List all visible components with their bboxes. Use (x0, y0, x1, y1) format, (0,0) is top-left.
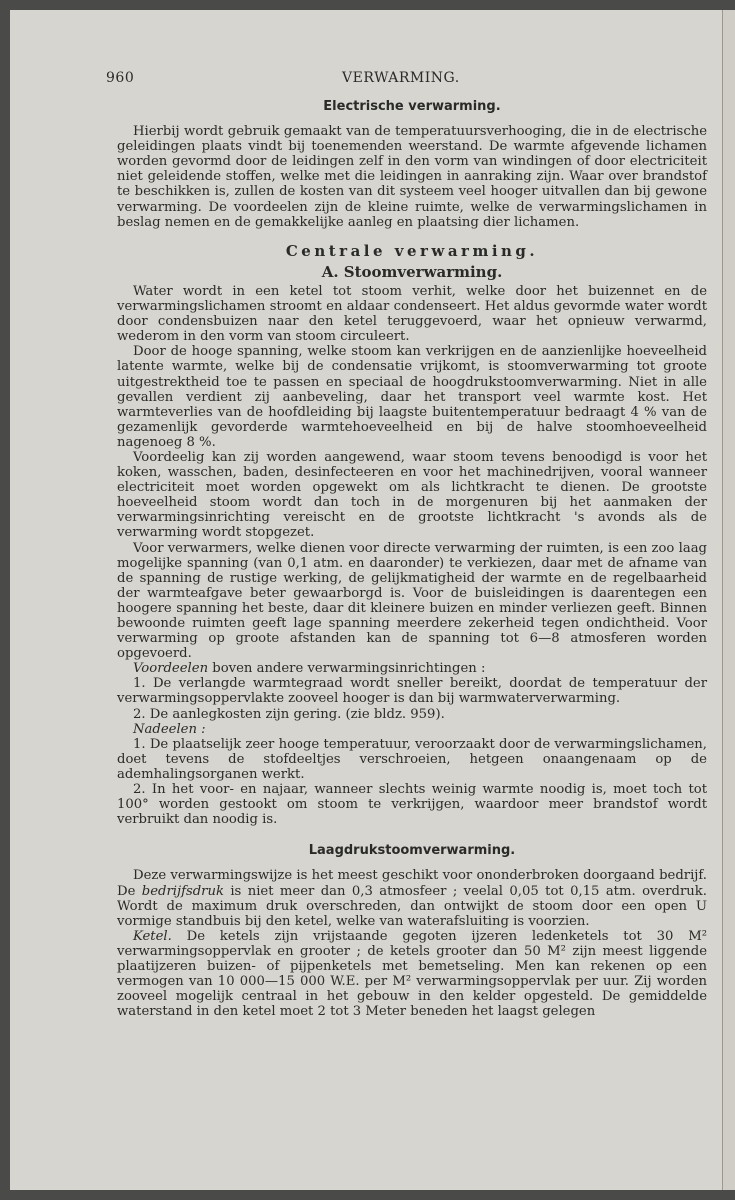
list-item: 1. De plaatselijk zeer hooge temperatuur, veroorzaakt door de verwarmingslichamen, doet tevens de stofdeeltjes verschroeien, hetgeen onaangenaam op de ademhalingsorganen werkt. (117, 736, 707, 782)
voordeelen-rest: boven andere verwarmingsinrichtingen : (208, 661, 486, 677)
paragraph (117, 868, 707, 928)
section-title-electrische: Electrische verwarming. (323, 99, 501, 114)
section-title-centrale: Centrale verwarming. (285, 241, 539, 260)
section-title-lagedruk: Laagdrukstoomverwarming. (308, 843, 516, 859)
section-title-stoom: A. Stoomverwarming. (321, 262, 503, 281)
page-header (106, 70, 706, 90)
paragraph: Water wordt in een ketel tot stoom verhit, welke door het buizennet en de verwarmingslichamen stroomt en aldaar condenseert. Het aldus gevormde water wordt door condensbuizen naar den ketel teruggevoerd, waar het opnieuw verwarmd, wederom in den vorm van stoom circuleert. (117, 283, 707, 345)
text-run: is niet meer dan 0,3 atmosfeer ; veelal 0,05 tot 0,15 atm. overdruk. Wordt de maximum druk overschreden, dan ontwijkt de stoom door een open U vormige standbuis bij den ketel, welke van waterafsluiting is voorzien. (117, 883, 707, 929)
paragraph: Voordeelig kan zij worden aangewend, waar stoom tevens benoodigd is voor het koken, wasschen, baden, desinfecteeren en voor het machinedrijven, vooral wanneer electriciteit moet worden opgewekt om als lichtkracht te dienen. De grootste hoeveelheid stoom wordt dan toch in de morgenuren bij het aanmaken der verwarmingsinrichting vereischt en de grootste lichtkracht 's avonds als de verwarming wordt stopgezet. (117, 449, 707, 541)
term-bedrijfsdruk: bedrijfsdruk (141, 883, 224, 899)
page-edge (722, 10, 735, 1190)
term-ketel: Ketel. (133, 928, 172, 944)
list-item: 2. In het voor- en najaar, wanneer slechts weinig warmte noodig is, moet toch tot 100° worden gestookt om stoom te verkrijgen, waardoor meer brandstof wordt verbruikt dan noodig is. (117, 782, 707, 828)
text-run: De ketels zijn vrijstaande gegoten ijzeren ledenketels tot 30 M² verwarmingsoppervlak en grooter ; de ketels grooter dan 50 M² zijn meest liggende plaatijzeren buizen- of pijpenketels met bemetseling. Men kan rekenen op een vermogen van 10 000—15 000 W.E. per M² verwarmingsoppervlak per uur. Zij worden zooveel mogelijk centraal in het gebouw in den kelder opgesteld. De gemiddelde waterstand in den ketel moet 2 tot 3 Meter beneden het laagst gelegen (117, 928, 707, 1020)
paragraph (117, 929, 707, 1020)
voordeelen-label: Voordeelen (133, 661, 209, 677)
nadeelen-heading: Nadeelen : (133, 721, 206, 737)
paragraph: Door de hooge spanning, welke stoom kan verkrijgen en de aanzienlijke hoeveelheid latente warmte, welke bij de condensatie vrijkomt, is stoomverwarming tot groote uitgestrektheid toe te passen en speciaal de hoogdrukstoomverwarming. Niet in alle gevallen verdient zij aanbeveling, daar het transport veel warmte kost. Het warmteverlies van de hoofdleiding bij laagste buitentemperatuur bedraagt 4 % van de gezamenlijk gevorderde warmtehoeveelheid en bij de halve stoomhoeveelheid nagenoeg 8 %. (117, 344, 707, 450)
page-number: 960 (106, 70, 135, 86)
list-item: 1. De verlangde warmtegraad wordt sneller bereikt, doordat de temperatuur der verwarmingsoppervlakte zooveel hooger is dan bij warmwaterverwarming. (117, 676, 707, 707)
paragraph: Hierbij wordt gebruik gemaakt van de temperatuursverhooging, die in de electrische geleidingen plaats vindt bij toenemenden weerstand. De warmte afgevende lichamen worden gevormd door de leidingen zelf in den vorm van windingen of door electriciteit niet geleidende stoffen, welke met die leidingen in aanraking zijn. Waar over brandstof te beschikken is, zullen de kosten van dit systeem veel hooger uitvallen dan bij gewone verwarming. De voordeelen zijn de kleine ruimte, welke de verwarmingslichamen in beslag nemen en de gemakkelijke aanleg en plaatsing dier lichamen. (117, 124, 707, 230)
page-body (117, 96, 707, 1019)
voordeelen-heading (117, 661, 707, 676)
text-run: Deze verwarmingswijze is het meest geschikt voor ononderbroken doorgaand bedrijf. De (117, 868, 707, 899)
paragraph: Voor verwarmers, welke dienen voor directe verwarming der ruimten, is een zoo laag mogelijke spanning (van 0,1 atm. en daaronder) te verkiezen, daar met de afname van de spanning de rustige werking, de gelijkmatigheid der warmte en de regelbaarheid der warmteafgave beter gewaarborgd is. Voor de buisleidingen is daarentegen een hoogere spanning het beste, daar dit kleinere buizen en minder verliezen geeft. Binnen bewoonde ruimten geeft lage spanning meerdere zekerheid tegen ondichtheid. Voor verwarming op groote afstanden kan de spanning tot 6—8 atmosferen worden opgevoerd. (117, 540, 707, 662)
list-item: 2. De aanlegkosten zijn gering. (zie bldz. 959). (133, 706, 445, 722)
running-title: VERWARMING. (342, 70, 460, 86)
